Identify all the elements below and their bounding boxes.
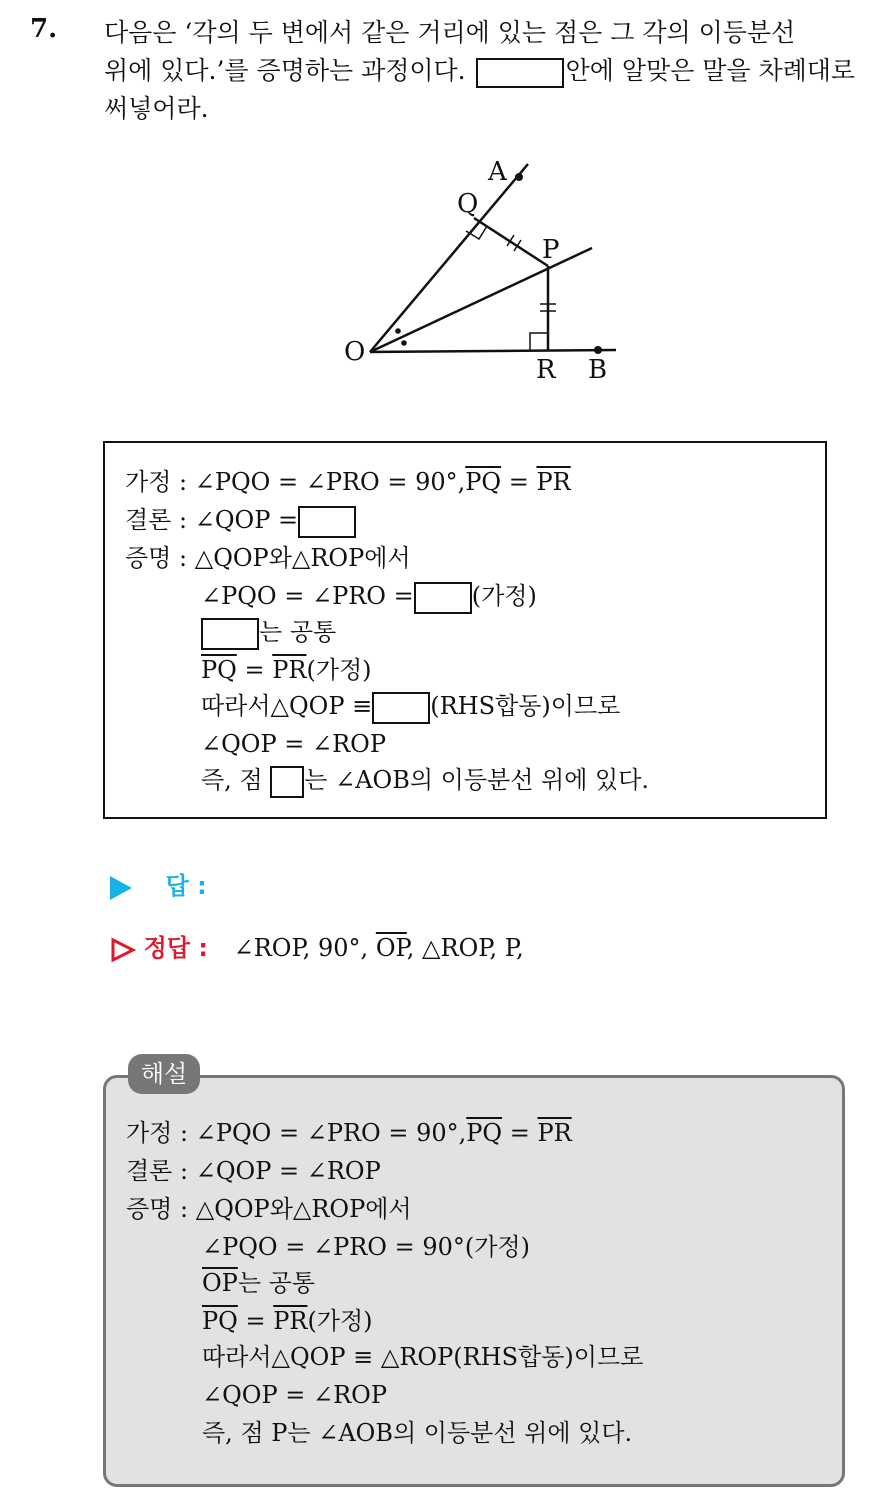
conclusion-text: ∠QOP = [194, 506, 299, 534]
final-before: 즉, 점 [201, 766, 263, 794]
solution-step-right-angle [202, 1230, 530, 1264]
ray-ob [370, 350, 616, 352]
solution-conclusion [126, 1154, 381, 1188]
proof-intro-text: △QOP와△ROP에서 [194, 544, 411, 572]
right-angle-mark-q [466, 226, 487, 239]
proof-conclusion [125, 503, 356, 538]
segment-op: $\overline{OP}$ [202, 1269, 238, 1297]
solution-step-common [202, 1266, 315, 1300]
segment-pr-text: $\overline{PR}$ [536, 468, 571, 496]
equal-sides-reason: (가정) [307, 1307, 373, 1335]
angle-dot-1 [395, 328, 401, 334]
angle-bisector-figure [0, 150, 884, 400]
correct-answer-part-2: , △ROP, P, [406, 934, 524, 962]
solution-proof-start [126, 1192, 412, 1226]
equals-sign: = [245, 1307, 266, 1335]
blank-1 [298, 506, 356, 538]
solution-step-congruence [202, 1340, 643, 1374]
proof-label: 증명 : [126, 1195, 189, 1223]
proof-step-right-angle [201, 579, 537, 614]
congruence-text: 따라서△QOP ≡ [201, 692, 373, 720]
segment-pq: $\overline{PQ}$ [465, 468, 502, 496]
right-angle-text: ∠PQO = ∠PRO = [201, 582, 414, 610]
assumption-label: 가정 : [126, 1119, 189, 1147]
equal-angles-text: ∠QOP = ∠ROP [202, 1381, 387, 1409]
blank-3 [201, 618, 259, 650]
answer-label: 답 : [165, 872, 207, 900]
equal-sides-reason: (가정) [306, 656, 372, 684]
proof-start [125, 541, 411, 575]
solution-step-final [202, 1416, 632, 1450]
equals-sign: = [509, 1119, 530, 1147]
solution-step-angles [202, 1378, 387, 1412]
right-angle-text: ∠PQO = ∠PRO = 90°(가정) [202, 1233, 530, 1261]
equals-sign: = [244, 656, 265, 684]
conclusion-label: 결론 : [126, 1157, 189, 1185]
correct-answer-label: 정답 : [143, 934, 208, 962]
conclusion-text: ∠QOP = ∠ROP [195, 1157, 381, 1185]
assumption-label: 가정 : [125, 468, 188, 496]
right-angle-mark-r [530, 333, 548, 351]
common-side-text: 는 공통 [259, 618, 337, 646]
play-outline-icon [110, 937, 136, 963]
final-text: 즉, 점 P는 ∠AOB의 이등분선 위에 있다. [202, 1419, 633, 1447]
play-icon [110, 876, 132, 900]
segment-qp [474, 218, 548, 266]
blank-2 [414, 582, 472, 614]
question-line-3: 써넣어라. [104, 94, 209, 123]
label-r: R [536, 355, 556, 385]
point-b-dot [594, 346, 602, 354]
label-o: O [344, 337, 366, 367]
blank-4 [372, 692, 430, 724]
proof-box [103, 441, 827, 819]
solution-tag: 해설 [128, 1054, 200, 1094]
question-line-2-before: 위에 있다.’를 증명하는 과정이다. [104, 56, 466, 85]
proof-step-final [201, 763, 649, 798]
assumption-text: ∠PQO = ∠PRO = 90°, [194, 468, 466, 496]
ray-oa [370, 164, 528, 352]
question-line-2 [104, 52, 855, 90]
assumption-text: ∠PQO = ∠PRO = 90°, [195, 1119, 467, 1147]
final-after: 는 ∠AOB의 이등분선 위에 있다. [304, 766, 650, 794]
solution-step-equal-sides [202, 1304, 373, 1338]
proof-step-congruence [201, 689, 620, 724]
common-side-text: 는 공통 [237, 1269, 316, 1297]
question-number: 7. [30, 14, 58, 44]
proof-assumption [125, 465, 571, 499]
label-q: Q [457, 189, 479, 219]
segment-pq: $\overline{PQ}$ [466, 1119, 503, 1147]
question-line-1: 다음은 ‘각의 두 변에서 같은 거리에 있는 점은 그 각의 이등분선 [104, 18, 796, 47]
segment-pr-text: $\overline{PR}$ [537, 1119, 572, 1147]
segment-pr-text: $\overline{PR}$ [273, 1307, 308, 1335]
question-blank-box [476, 58, 564, 88]
label-b: B [588, 355, 608, 385]
label-p: P [542, 235, 560, 265]
question-text [104, 14, 855, 128]
question-line-2-after: 안에 알맞은 말을 차례대로 [565, 56, 856, 85]
segment-pq: $\overline{PQ}$ [201, 656, 237, 684]
conclusion-label: 결론 : [125, 506, 188, 534]
blank-5 [270, 766, 304, 798]
proof-step-angles [201, 727, 386, 761]
solution-box [103, 1075, 845, 1487]
angle-dot-2 [401, 340, 407, 346]
equals-sign: = [508, 468, 529, 496]
solution-assumption [126, 1116, 572, 1150]
proof-intro-text: △QOP와△ROP에서 [195, 1195, 412, 1223]
segment-pq: $\overline{PQ}$ [202, 1307, 238, 1335]
equal-angles-text: ∠QOP = ∠ROP [201, 730, 386, 758]
proof-label: 증명 : [125, 544, 188, 572]
segment-pr-text: $\overline{PR}$ [272, 656, 307, 684]
point-a-dot [515, 173, 523, 181]
correct-answer-op: $\overline{OP}$ [375, 934, 407, 962]
proof-step-common [201, 615, 336, 650]
right-angle-reason: (가정) [471, 582, 537, 610]
correct-answer-row [110, 928, 524, 963]
congruence-text: 따라서△QOP ≡ △ROP(RHS합동)이므로 [202, 1343, 644, 1371]
label-a: A [488, 157, 507, 187]
answer-row [110, 866, 207, 901]
correct-answer-part-1: ∠ROP, 90°, [233, 934, 369, 962]
proof-step-equal-sides [201, 653, 372, 687]
congruence-reason: (RHS합동)이므로 [430, 692, 621, 720]
